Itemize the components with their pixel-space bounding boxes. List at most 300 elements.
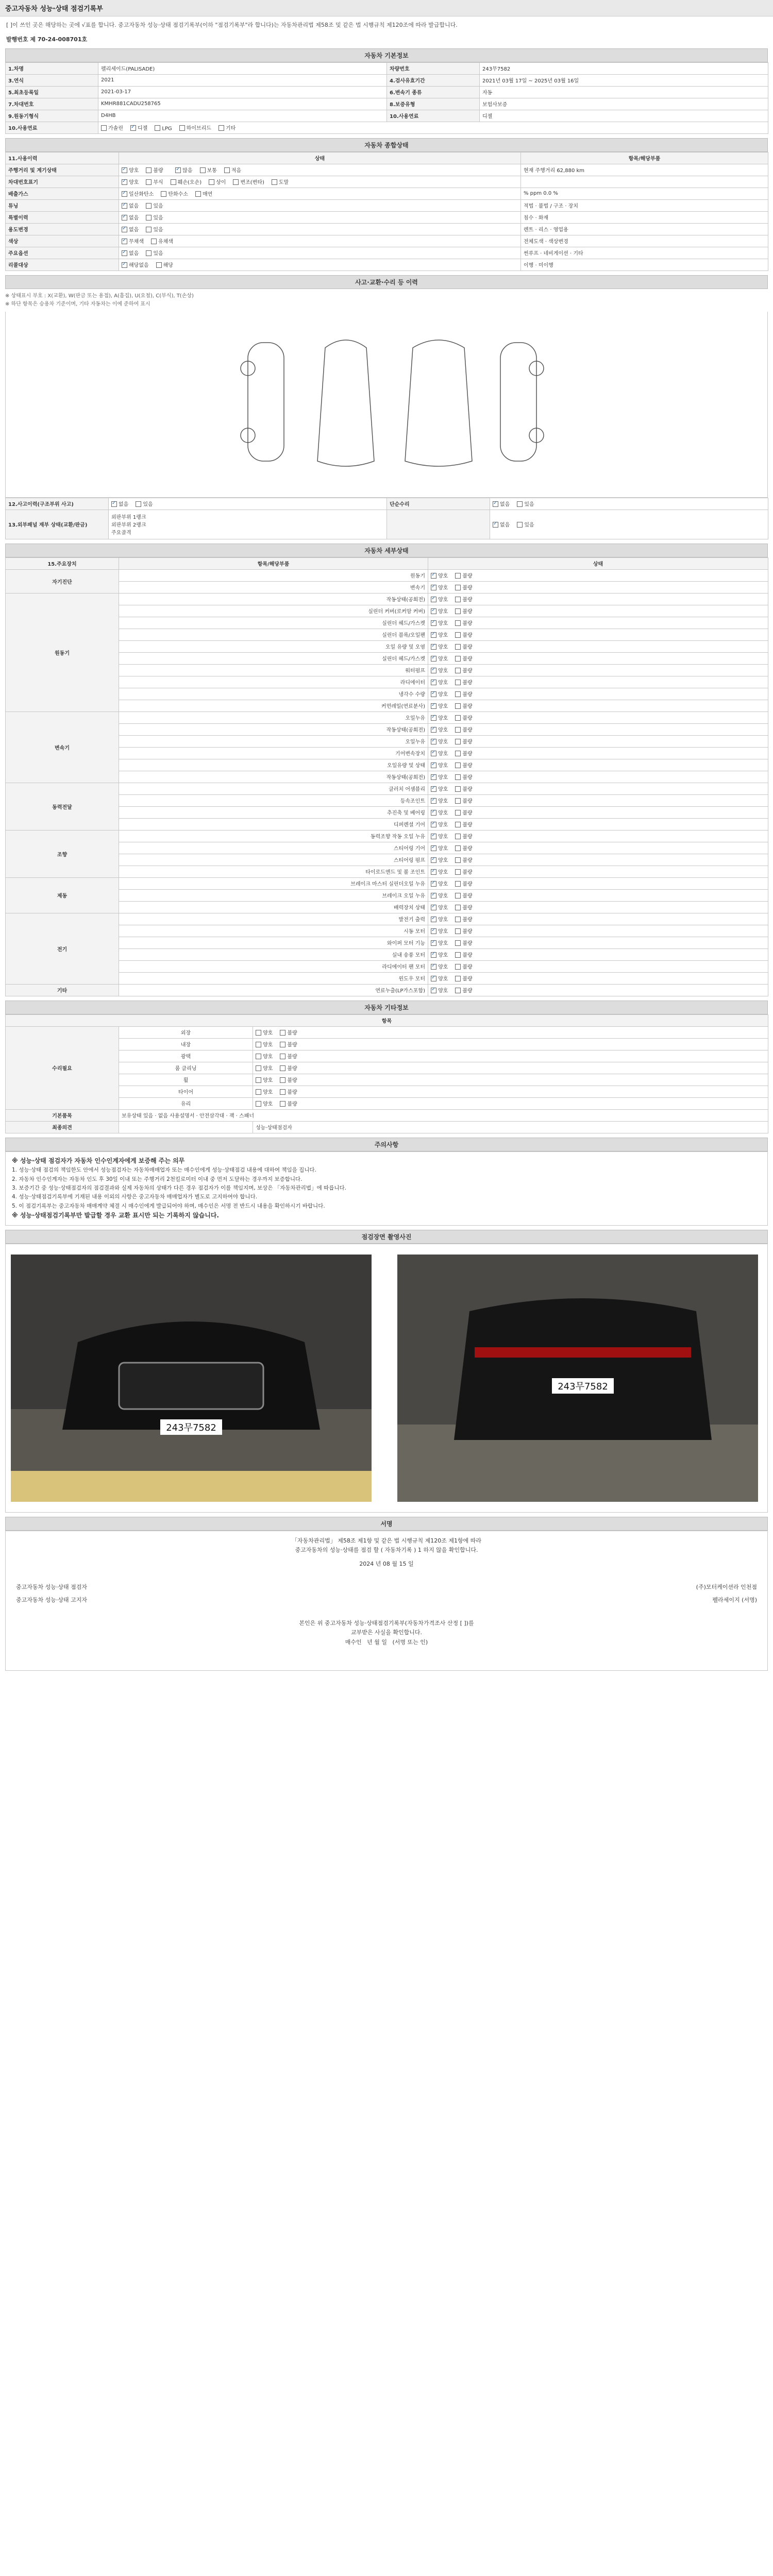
- checkbox-icon[interactable]: [455, 857, 461, 863]
- state-option[interactable]: ✓ 양호: [431, 785, 448, 792]
- checkbox-icon[interactable]: [280, 1101, 285, 1107]
- detail-item: 동력조향 작동 오일 누유: [119, 830, 428, 842]
- checkbox-icon[interactable]: [517, 501, 523, 507]
- checkbox-icon[interactable]: [455, 964, 461, 970]
- state-option[interactable]: 불량: [455, 583, 472, 591]
- fuel-option[interactable]: 가솔린: [101, 124, 123, 131]
- detail-row: [6, 735, 768, 747]
- checkbox-icon[interactable]: [122, 167, 127, 173]
- extra-base-row: [6, 1109, 768, 1121]
- detail-state: [428, 593, 768, 605]
- checkbox-icon[interactable]: [431, 893, 436, 899]
- car-side-right-outline: [500, 343, 536, 461]
- accident-option[interactable]: ✓없음: [493, 520, 510, 528]
- state-option[interactable]: 불량: [455, 619, 472, 626]
- state-option[interactable]: 불량: [280, 1064, 297, 1072]
- accident-option[interactable]: ✓ 없음: [493, 500, 510, 507]
- checkbox-icon[interactable]: [136, 501, 141, 507]
- detail-row: [6, 877, 768, 889]
- state-option[interactable]: 불량: [455, 951, 472, 958]
- state-option[interactable]: 해당: [156, 261, 173, 268]
- detail-row: [6, 759, 768, 771]
- state-option[interactable]: 불량: [280, 1099, 297, 1107]
- checkbox-icon[interactable]: [431, 668, 436, 673]
- note-line: 1. 성능·상태 점검의 책임한도 안에서 성능점검자는 자동차매매업자 또는 매수인에게 성능·상태점검 내용에 대하여 책임을 집니다.: [12, 1167, 316, 1174]
- detail-item: 디퍼렌셜 기어: [119, 818, 428, 830]
- state-option[interactable]: 불량: [455, 714, 472, 721]
- section-detail: 자동차 세부상태: [5, 544, 768, 557]
- state-option[interactable]: 불량: [455, 761, 472, 769]
- state-option[interactable]: 불량: [455, 868, 472, 875]
- extra-state: [253, 1038, 768, 1050]
- state-option[interactable]: ✓ 양호: [431, 808, 448, 816]
- state-option[interactable]: ✓ 양호: [431, 678, 448, 686]
- state-option[interactable]: 불량: [455, 808, 472, 816]
- state-option[interactable]: 양호: [256, 1076, 273, 1083]
- checkbox-icon[interactable]: [455, 822, 461, 827]
- checkbox-icon[interactable]: [455, 786, 461, 792]
- checkbox-icon[interactable]: [431, 845, 436, 851]
- checkbox-icon[interactable]: [146, 215, 152, 221]
- checkbox-icon[interactable]: [280, 1030, 285, 1036]
- checkbox-icon[interactable]: [431, 751, 436, 756]
- checkbox-icon[interactable]: [431, 644, 436, 650]
- checkbox-icon[interactable]: [455, 845, 461, 851]
- checkbox-icon[interactable]: [431, 715, 436, 721]
- state-option[interactable]: ✓ 양호: [431, 642, 448, 650]
- state-option[interactable]: 불량: [455, 903, 472, 911]
- state-option[interactable]: ✓ 양호: [431, 962, 448, 970]
- detail-group: 제동: [6, 877, 119, 913]
- checkbox-icon[interactable]: [455, 620, 461, 626]
- state-option[interactable]: 있음: [146, 201, 163, 209]
- accident-option[interactable]: 있음: [517, 520, 534, 528]
- state-option[interactable]: ✓ 없음: [122, 225, 139, 233]
- accident-option[interactable]: 있음: [517, 500, 534, 507]
- checkbox-icon[interactable]: [122, 262, 127, 268]
- state-option[interactable]: 탄화수소: [161, 190, 188, 197]
- state-option[interactable]: 불량: [455, 986, 472, 994]
- state-option[interactable]: 보통: [200, 166, 217, 174]
- checkbox-icon[interactable]: [431, 988, 436, 993]
- state-option[interactable]: 불량: [455, 607, 472, 615]
- state-option[interactable]: ✓ 양호: [431, 607, 448, 615]
- accident-value: [109, 498, 387, 510]
- state-option[interactable]: ✓ 양호: [431, 773, 448, 781]
- checkbox-icon[interactable]: [455, 727, 461, 733]
- state-option[interactable]: ✓ 양호: [431, 619, 448, 626]
- state-option[interactable]: ✓ 양호: [431, 868, 448, 875]
- checkbox-icon[interactable]: [431, 881, 436, 887]
- basic-value: 디젤: [480, 110, 768, 122]
- state-option[interactable]: 불량: [455, 773, 472, 781]
- state-option[interactable]: 있음: [146, 213, 163, 221]
- state-option[interactable]: 불량: [455, 654, 472, 662]
- checkbox-icon[interactable]: [455, 928, 461, 934]
- state-option[interactable]: 매연: [195, 190, 212, 197]
- state-option[interactable]: ✓ 양호: [431, 915, 448, 923]
- checkbox-icon[interactable]: [155, 125, 160, 131]
- state-option[interactable]: 불량: [455, 879, 472, 887]
- checkbox-icon[interactable]: [455, 597, 461, 602]
- state-option[interactable]: ✓ 양호: [431, 702, 448, 709]
- checkbox-icon[interactable]: [455, 893, 461, 899]
- state-option[interactable]: 있음: [146, 249, 163, 257]
- state-option[interactable]: 부식: [146, 178, 163, 185]
- basic-value: 보험사보증: [480, 98, 768, 110]
- checkbox-icon[interactable]: [431, 739, 436, 744]
- state-option[interactable]: ✓ 양호: [431, 951, 448, 958]
- detail-row: [6, 723, 768, 735]
- checkbox-icon[interactable]: [431, 762, 436, 768]
- detail-item: 작동상태(공회전): [119, 723, 428, 735]
- fuel-option[interactable]: 하이브리드: [179, 124, 211, 131]
- checkbox-icon[interactable]: [130, 125, 136, 131]
- state-option[interactable]: 불량: [455, 678, 472, 686]
- checkbox-icon[interactable]: [431, 691, 436, 697]
- detail-row: [6, 640, 768, 652]
- state-option[interactable]: ✓ 양호: [431, 714, 448, 721]
- state-option[interactable]: 불량: [455, 749, 472, 757]
- checkbox-icon[interactable]: [455, 680, 461, 685]
- checkbox-icon[interactable]: [455, 573, 461, 579]
- state-option[interactable]: ✓ 양호: [431, 761, 448, 769]
- checkbox-icon[interactable]: [455, 798, 461, 804]
- state-option[interactable]: 불량: [455, 737, 472, 745]
- checkbox-icon[interactable]: [256, 1089, 261, 1095]
- checkbox-icon[interactable]: [431, 976, 436, 981]
- detail-item: 오일 유량 및 오염: [119, 640, 428, 652]
- state-option[interactable]: 훼손(오손): [171, 178, 201, 185]
- checkbox-icon[interactable]: [175, 167, 181, 173]
- detail-row: [6, 629, 768, 640]
- checkbox-icon[interactable]: [122, 203, 127, 209]
- checkbox-icon[interactable]: [256, 1054, 261, 1059]
- state-option[interactable]: 있음: [146, 225, 163, 233]
- checkbox-icon[interactable]: [122, 239, 127, 244]
- checkbox-icon[interactable]: [455, 869, 461, 875]
- general-label: 차대번호표기: [6, 176, 119, 188]
- extra-item: 내장: [119, 1038, 253, 1050]
- state-option[interactable]: ✓ 양호: [431, 832, 448, 840]
- state-option[interactable]: 불량: [455, 642, 472, 650]
- checkbox-icon[interactable]: [455, 691, 461, 697]
- checkbox-icon[interactable]: [146, 250, 152, 256]
- accident-option[interactable]: ✓ 없음: [111, 500, 128, 507]
- checkbox-icon[interactable]: [256, 1077, 261, 1083]
- general-detail: 항목/해당부품: [521, 152, 768, 164]
- checkbox-icon[interactable]: [431, 703, 436, 709]
- state-option[interactable]: ✓ 양호: [431, 583, 448, 591]
- detail-item: 실린더 블록/오일팬: [119, 629, 428, 640]
- checkbox-icon[interactable]: [122, 179, 127, 185]
- state-option[interactable]: 도말: [272, 178, 289, 185]
- extra-item: 휠: [119, 1074, 253, 1086]
- state-option[interactable]: ✓ 양호: [122, 166, 139, 174]
- checkbox-icon[interactable]: [431, 964, 436, 970]
- state-option[interactable]: 불량: [455, 974, 472, 982]
- checkbox-icon[interactable]: [455, 668, 461, 673]
- checkbox-icon[interactable]: [455, 810, 461, 816]
- state-option[interactable]: ✓ 없음: [122, 213, 139, 221]
- state-option[interactable]: ✓ 양호: [122, 178, 139, 185]
- checkbox-icon[interactable]: [256, 1065, 261, 1071]
- state-option[interactable]: 불량: [455, 595, 472, 603]
- general-label: 튜닝: [6, 199, 119, 211]
- detail-item: 작동상태(공회전): [119, 771, 428, 783]
- detail-row: [6, 747, 768, 759]
- checkbox-icon[interactable]: [431, 774, 436, 780]
- detail-item: 스티어링 기어: [119, 842, 428, 854]
- state-option[interactable]: 불량: [455, 785, 472, 792]
- section-general: 자동차 종합상태: [5, 138, 768, 152]
- checkbox-icon[interactable]: [256, 1101, 261, 1107]
- state-option[interactable]: 불량: [146, 166, 163, 174]
- general-detail: [521, 176, 768, 188]
- checkbox-icon[interactable]: [280, 1089, 285, 1095]
- state-option[interactable]: ✓ 일산화탄소: [122, 190, 154, 197]
- state-option[interactable]: 불량: [455, 690, 472, 698]
- state-option[interactable]: 불량: [455, 725, 472, 733]
- checkbox-icon[interactable]: [122, 250, 127, 256]
- state-option[interactable]: 불량: [280, 1028, 297, 1036]
- accident-option[interactable]: 있음: [136, 500, 153, 507]
- detail-row: [6, 901, 768, 913]
- state-option[interactable]: 양호: [256, 1099, 273, 1107]
- state-option[interactable]: ✓ 무채색: [122, 237, 144, 245]
- general-row: [6, 188, 768, 199]
- state-option[interactable]: ✓ 양호: [431, 844, 448, 852]
- state-option[interactable]: 양호: [256, 1064, 273, 1072]
- checkbox-icon[interactable]: [455, 881, 461, 887]
- checkbox-icon[interactable]: [272, 179, 277, 185]
- checkbox-icon[interactable]: [431, 786, 436, 792]
- car-side-left-outline: [248, 343, 284, 461]
- checkbox-icon[interactable]: [280, 1065, 285, 1071]
- state-option[interactable]: 양호: [256, 1028, 273, 1036]
- state-option[interactable]: ✓ 양호: [431, 666, 448, 674]
- checkbox-icon[interactable]: [455, 703, 461, 709]
- detail-state: [428, 889, 768, 901]
- state-option[interactable]: 상이: [209, 178, 226, 185]
- checkbox-icon[interactable]: [146, 227, 152, 232]
- checkbox-icon[interactable]: [455, 656, 461, 662]
- checkbox-icon[interactable]: [431, 620, 436, 626]
- state-option[interactable]: 불량: [280, 1052, 297, 1060]
- state-option[interactable]: 불량: [455, 666, 472, 674]
- detail-head: [6, 557, 768, 569]
- checkbox-icon[interactable]: [431, 834, 436, 839]
- checkbox-icon[interactable]: [151, 239, 157, 244]
- state-option[interactable]: ✓ 양호: [431, 595, 448, 603]
- state-option[interactable]: 양호: [256, 1088, 273, 1095]
- state-option[interactable]: 양호: [256, 1040, 273, 1048]
- checkbox-icon[interactable]: [431, 952, 436, 958]
- fuel-option[interactable]: LPG: [155, 126, 172, 132]
- checkbox-icon[interactable]: [493, 522, 498, 528]
- checkbox-icon[interactable]: [431, 857, 436, 863]
- checkbox-icon[interactable]: [455, 762, 461, 768]
- checkbox-icon[interactable]: [146, 167, 152, 173]
- state-option[interactable]: 불량: [455, 915, 472, 923]
- checkbox-icon[interactable]: [122, 215, 127, 221]
- checkbox-icon[interactable]: [256, 1030, 261, 1036]
- checkbox-icon[interactable]: [111, 501, 117, 507]
- checkbox-icon[interactable]: [219, 125, 224, 131]
- checkbox-icon[interactable]: [455, 632, 461, 638]
- state-option[interactable]: ✓ 많음: [175, 166, 192, 174]
- state-option[interactable]: 불량: [455, 844, 472, 852]
- checkbox-icon[interactable]: [146, 179, 152, 185]
- checkbox-icon[interactable]: [455, 940, 461, 946]
- checkbox-icon[interactable]: [431, 608, 436, 614]
- state-option[interactable]: ✓ 양호: [431, 891, 448, 899]
- checkbox-icon[interactable]: [431, 810, 436, 816]
- state-option[interactable]: ✓ 양호: [431, 879, 448, 887]
- checkbox-icon[interactable]: [455, 917, 461, 922]
- state-option[interactable]: 불량: [455, 702, 472, 709]
- checkbox-icon[interactable]: [431, 869, 436, 875]
- state-option[interactable]: 불량: [455, 631, 472, 638]
- state-option[interactable]: ✓ 양호: [431, 986, 448, 994]
- checkbox-icon[interactable]: [122, 191, 127, 197]
- state-option[interactable]: ✓ 해당없음: [122, 261, 149, 268]
- checkbox-icon[interactable]: [200, 167, 206, 173]
- checkbox-icon[interactable]: [455, 715, 461, 721]
- state-option[interactable]: 양호: [256, 1052, 273, 1060]
- detail-state: [428, 581, 768, 593]
- detail-item: 작동상태(공회전): [119, 593, 428, 605]
- state-option[interactable]: ✓ 양호: [431, 690, 448, 698]
- state-option[interactable]: 불량: [455, 832, 472, 840]
- state-option[interactable]: 적음: [224, 166, 241, 174]
- section-photos: 점검장면 촬영사진: [5, 1230, 768, 1244]
- detail-state: [428, 771, 768, 783]
- state-option[interactable]: 유채색: [151, 237, 173, 245]
- state-option[interactable]: 불량: [455, 927, 472, 935]
- checkbox-icon[interactable]: [431, 822, 436, 827]
- checkbox-icon[interactable]: [209, 179, 214, 185]
- checkbox-icon[interactable]: [431, 585, 436, 590]
- fuel-option[interactable]: ✓ 디젤: [130, 124, 147, 131]
- checkbox-icon[interactable]: [455, 644, 461, 650]
- fuel-option[interactable]: 기타: [219, 124, 236, 131]
- state-option[interactable]: ✓ 양호: [431, 796, 448, 804]
- detail-item: 오일유량 및 상태: [119, 759, 428, 771]
- checkbox-icon[interactable]: [455, 976, 461, 981]
- state-option[interactable]: ✓ 없음: [122, 201, 139, 209]
- basic-label: 10.사용연료: [387, 110, 480, 122]
- checkbox-icon[interactable]: [455, 774, 461, 780]
- fuel-row: [6, 122, 768, 133]
- state-option[interactable]: ✓ 양호: [431, 939, 448, 946]
- checkbox-icon[interactable]: [431, 632, 436, 638]
- car-diagram: [5, 312, 768, 498]
- checkbox-icon[interactable]: [224, 167, 230, 173]
- state-option[interactable]: 불량: [455, 962, 472, 970]
- checkbox-icon[interactable]: [455, 751, 461, 756]
- state-option[interactable]: ✓ 없음: [122, 249, 139, 257]
- checkbox-icon[interactable]: [455, 608, 461, 614]
- checkbox-icon[interactable]: [101, 125, 107, 131]
- checkbox-icon[interactable]: [280, 1054, 285, 1059]
- state-option[interactable]: ✓ 양호: [431, 749, 448, 757]
- photos-box: [5, 1244, 768, 1513]
- checkbox-icon[interactable]: [455, 585, 461, 590]
- state-option[interactable]: 불량: [455, 820, 472, 828]
- state-option[interactable]: 불량: [455, 571, 472, 579]
- checkbox-icon[interactable]: [431, 656, 436, 662]
- extra-item: 외장: [119, 1026, 253, 1038]
- state-option[interactable]: ✓ 양호: [431, 571, 448, 579]
- detail-state: [428, 783, 768, 794]
- checkbox-icon[interactable]: [431, 917, 436, 922]
- checkbox-icon[interactable]: [233, 179, 239, 185]
- checkbox-icon[interactable]: [431, 928, 436, 934]
- checkbox-icon[interactable]: [146, 203, 152, 209]
- checkbox-icon[interactable]: [455, 988, 461, 993]
- checkbox-icon[interactable]: [455, 834, 461, 839]
- general-row: [6, 247, 768, 259]
- checkbox-icon[interactable]: [431, 905, 436, 910]
- state-option[interactable]: ✓ 양호: [431, 927, 448, 935]
- state-option[interactable]: 불량: [280, 1076, 297, 1083]
- state-option[interactable]: 불량: [455, 856, 472, 863]
- state-option[interactable]: 불량: [455, 939, 472, 946]
- state-option[interactable]: ✓ 양호: [431, 631, 448, 638]
- checkbox-icon[interactable]: [280, 1042, 285, 1047]
- checkbox-icon[interactable]: [179, 125, 185, 131]
- checkbox-icon[interactable]: [122, 227, 127, 232]
- general-state: [119, 199, 521, 211]
- checkbox-icon[interactable]: [493, 501, 498, 507]
- state-option[interactable]: 변조(변타): [233, 178, 264, 185]
- state-option[interactable]: ✓ 양호: [431, 654, 448, 662]
- checkbox-icon[interactable]: [431, 940, 436, 946]
- extra-item: 유리: [119, 1097, 253, 1109]
- state-option[interactable]: ✓ 양호: [431, 903, 448, 911]
- checkbox-icon[interactable]: [431, 798, 436, 804]
- checkbox-icon[interactable]: [455, 905, 461, 910]
- state-option[interactable]: ✓ 양호: [431, 725, 448, 733]
- checkbox-icon[interactable]: [431, 573, 436, 579]
- state-option[interactable]: ✓ 양호: [431, 820, 448, 828]
- checkbox-icon[interactable]: [517, 522, 523, 528]
- state-option[interactable]: ✓ 양호: [431, 856, 448, 863]
- checkbox-icon[interactable]: [455, 952, 461, 958]
- checkbox-icon[interactable]: [280, 1077, 285, 1083]
- checkbox-icon[interactable]: [171, 179, 176, 185]
- detail-head-cell: 항목/해당부품: [119, 557, 428, 569]
- detail-row: [6, 948, 768, 960]
- checkbox-icon[interactable]: [431, 680, 436, 685]
- checkbox-icon[interactable]: [455, 739, 461, 744]
- state-option[interactable]: ✓ 양호: [431, 974, 448, 982]
- state-option[interactable]: 불량: [280, 1040, 297, 1048]
- state-option[interactable]: 불량: [455, 796, 472, 804]
- checkbox-icon[interactable]: [431, 727, 436, 733]
- checkbox-icon[interactable]: [195, 191, 201, 197]
- checkbox-icon[interactable]: [431, 597, 436, 602]
- checkbox-icon[interactable]: [256, 1042, 261, 1047]
- detail-item: 실내 송풍 모터: [119, 948, 428, 960]
- state-option[interactable]: ✓ 양호: [431, 737, 448, 745]
- state-option[interactable]: 불량: [455, 891, 472, 899]
- state-option[interactable]: 불량: [280, 1088, 297, 1095]
- checkbox-icon[interactable]: [161, 191, 166, 197]
- checkbox-icon[interactable]: [156, 262, 162, 268]
- basic-value: D4HB: [98, 110, 387, 122]
